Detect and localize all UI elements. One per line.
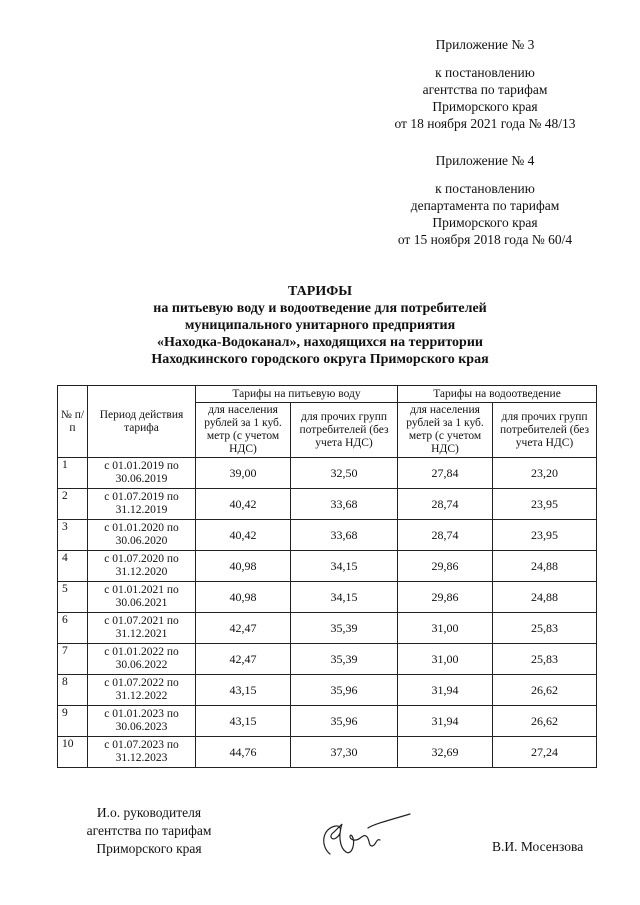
period-line: с 01.07.2019 по bbox=[104, 491, 179, 503]
sewage-population-value: 28,74 bbox=[398, 520, 493, 551]
title-line: на питьевую воду и водоотведение для потребителей bbox=[153, 301, 487, 316]
title-main: ТАРИФЫ bbox=[288, 284, 352, 299]
table-row bbox=[58, 582, 597, 613]
period-line: 30.06.2021 bbox=[115, 597, 168, 609]
period-line: с 01.01.2019 по bbox=[104, 460, 179, 472]
period-line: 31.12.2019 bbox=[115, 504, 168, 516]
row-period bbox=[88, 737, 196, 768]
table-row bbox=[58, 737, 597, 768]
row-number: 6 bbox=[58, 613, 88, 644]
water-population-value: 40,42 bbox=[196, 489, 291, 520]
signatory-name: В.И. Мосензова bbox=[492, 839, 584, 854]
water-population-value: 42,47 bbox=[196, 613, 291, 644]
document-title bbox=[0, 283, 640, 368]
sewage-others-value: 26,62 bbox=[493, 675, 597, 706]
row-number: 10 bbox=[58, 737, 88, 768]
col-number-header: № п/п bbox=[58, 386, 88, 458]
water-others-header: для прочих групп потребителей (без учета НДС) bbox=[291, 403, 398, 458]
water-others-value: 35,96 bbox=[291, 675, 398, 706]
sewage-population-value: 29,86 bbox=[398, 551, 493, 582]
row-period bbox=[88, 644, 196, 675]
period-line: 31.12.2022 bbox=[115, 690, 168, 702]
water-others-value: 35,39 bbox=[291, 644, 398, 675]
water-others-value: 35,39 bbox=[291, 613, 398, 644]
water-population-header: для населения рублей за 1 куб. метр (с учетом НДС) bbox=[196, 403, 291, 458]
period-line: 31.12.2023 bbox=[115, 752, 168, 764]
row-number: 1 bbox=[58, 458, 88, 489]
water-population-value: 43,15 bbox=[196, 706, 291, 737]
signatory-position bbox=[74, 804, 224, 858]
water-others-value: 33,68 bbox=[291, 520, 398, 551]
water-population-value: 40,42 bbox=[196, 520, 291, 551]
period-line: 31.12.2021 bbox=[115, 628, 168, 640]
row-period bbox=[88, 489, 196, 520]
row-number: 5 bbox=[58, 582, 88, 613]
row-period bbox=[88, 551, 196, 582]
sewage-others-value: 26,62 bbox=[493, 706, 597, 737]
water-population-value: 44,76 bbox=[196, 737, 291, 768]
sewage-population-value: 31,94 bbox=[398, 706, 493, 737]
period-line: с 01.01.2022 по bbox=[104, 646, 179, 658]
group-water-header: Тарифы на питьевую воду bbox=[196, 386, 398, 403]
table-row bbox=[58, 551, 597, 582]
sewage-others-value: 23,95 bbox=[493, 489, 597, 520]
row-period bbox=[88, 582, 196, 613]
group-sewage-header: Тарифы на водоотведение bbox=[398, 386, 597, 403]
sewage-others-value: 25,83 bbox=[493, 613, 597, 644]
sewage-population-header: для населения рублей за 1 куб. метр (с учетом НДС) bbox=[398, 403, 493, 458]
row-period bbox=[88, 706, 196, 737]
period-line: с 01.01.2021 по bbox=[104, 584, 179, 596]
handwritten-signature bbox=[312, 806, 422, 862]
row-number: 2 bbox=[58, 489, 88, 520]
row-period bbox=[88, 458, 196, 489]
sewage-others-header: для прочих групп потребителей (без учета НДС) bbox=[493, 403, 597, 458]
col-period-header: Период действия тарифа bbox=[88, 386, 196, 458]
appendix-4-line: от 15 ноября 2018 года № 60/4 bbox=[397, 232, 573, 247]
water-others-value: 33,68 bbox=[291, 489, 398, 520]
water-population-value: 43,15 bbox=[196, 675, 291, 706]
water-others-value: 34,15 bbox=[291, 582, 398, 613]
table-row bbox=[58, 458, 597, 489]
row-period bbox=[88, 675, 196, 706]
water-others-value: 35,96 bbox=[291, 706, 398, 737]
row-number: 4 bbox=[58, 551, 88, 582]
row-number: 3 bbox=[58, 520, 88, 551]
water-population-value: 39,00 bbox=[196, 458, 291, 489]
appendix-3-line: к постановлению bbox=[435, 65, 535, 80]
appendix-3-block bbox=[360, 36, 610, 132]
title-line: муниципального унитарного предприятия bbox=[184, 318, 456, 333]
period-line: с 01.07.2022 по bbox=[104, 677, 179, 689]
appendix-3-line: Приморского края bbox=[432, 99, 538, 114]
appendix-3-line: от 18 ноября 2021 года № 48/13 bbox=[394, 116, 576, 131]
signatory-position-line: И.о. руководителя bbox=[96, 805, 202, 820]
period-line: с 01.07.2021 по bbox=[104, 615, 179, 627]
appendix-4-line: департамента по тарифам bbox=[410, 198, 560, 213]
sewage-population-value: 31,94 bbox=[398, 675, 493, 706]
sewage-population-value: 31,00 bbox=[398, 613, 493, 644]
water-others-value: 32,50 bbox=[291, 458, 398, 489]
signatory-position-line: агентства по тарифам bbox=[86, 823, 212, 838]
appendix-3-heading: Приложение № 3 bbox=[435, 37, 535, 52]
period-line: 30.06.2023 bbox=[115, 721, 168, 733]
row-period bbox=[88, 520, 196, 551]
period-line: с 01.01.2020 по bbox=[104, 522, 179, 534]
appendix-3-line: агентства по тарифам bbox=[422, 82, 548, 97]
row-number: 7 bbox=[58, 644, 88, 675]
water-population-value: 40,98 bbox=[196, 582, 291, 613]
sewage-population-value: 29,86 bbox=[398, 582, 493, 613]
table-row bbox=[58, 489, 597, 520]
sewage-population-value: 27,84 bbox=[398, 458, 493, 489]
period-line: 31.12.2020 bbox=[115, 566, 168, 578]
water-others-value: 34,15 bbox=[291, 551, 398, 582]
table-row bbox=[58, 706, 597, 737]
period-line: с 01.07.2020 по bbox=[104, 553, 179, 565]
table-row bbox=[58, 613, 597, 644]
sewage-others-value: 23,95 bbox=[493, 520, 597, 551]
table-row bbox=[58, 675, 597, 706]
appendix-4-line: к постановлению bbox=[435, 181, 535, 196]
water-others-value: 37,30 bbox=[291, 737, 398, 768]
row-period bbox=[88, 613, 196, 644]
period-line: 30.06.2019 bbox=[115, 473, 168, 485]
appendix-4-line: Приморского края bbox=[432, 215, 538, 230]
sewage-others-value: 24,88 bbox=[493, 582, 597, 613]
table-row bbox=[58, 644, 597, 675]
row-number: 9 bbox=[58, 706, 88, 737]
sewage-others-value: 25,83 bbox=[493, 644, 597, 675]
sewage-others-value: 23,20 bbox=[493, 458, 597, 489]
sewage-population-value: 32,69 bbox=[398, 737, 493, 768]
sewage-others-value: 27,24 bbox=[493, 737, 597, 768]
appendix-4-block bbox=[360, 152, 610, 248]
appendix-4-heading: Приложение № 4 bbox=[435, 153, 535, 168]
title-line: «Находка-Водоканал», находящихся на территории bbox=[157, 335, 483, 350]
sewage-others-value: 24,88 bbox=[493, 551, 597, 582]
row-number: 8 bbox=[58, 675, 88, 706]
period-line: 30.06.2020 bbox=[115, 535, 168, 547]
water-population-value: 40,98 bbox=[196, 551, 291, 582]
tariffs-table bbox=[57, 385, 597, 768]
signatory-position-line: Приморского края bbox=[96, 841, 202, 856]
period-line: 30.06.2022 bbox=[115, 659, 168, 671]
period-line: с 01.07.2023 по bbox=[104, 739, 179, 751]
sewage-population-value: 28,74 bbox=[398, 489, 493, 520]
title-line: Находкинского городского округа Приморского края bbox=[151, 352, 489, 367]
table-row bbox=[58, 520, 597, 551]
period-line: с 01.01.2023 по bbox=[104, 708, 179, 720]
sewage-population-value: 31,00 bbox=[398, 644, 493, 675]
water-population-value: 42,47 bbox=[196, 644, 291, 675]
